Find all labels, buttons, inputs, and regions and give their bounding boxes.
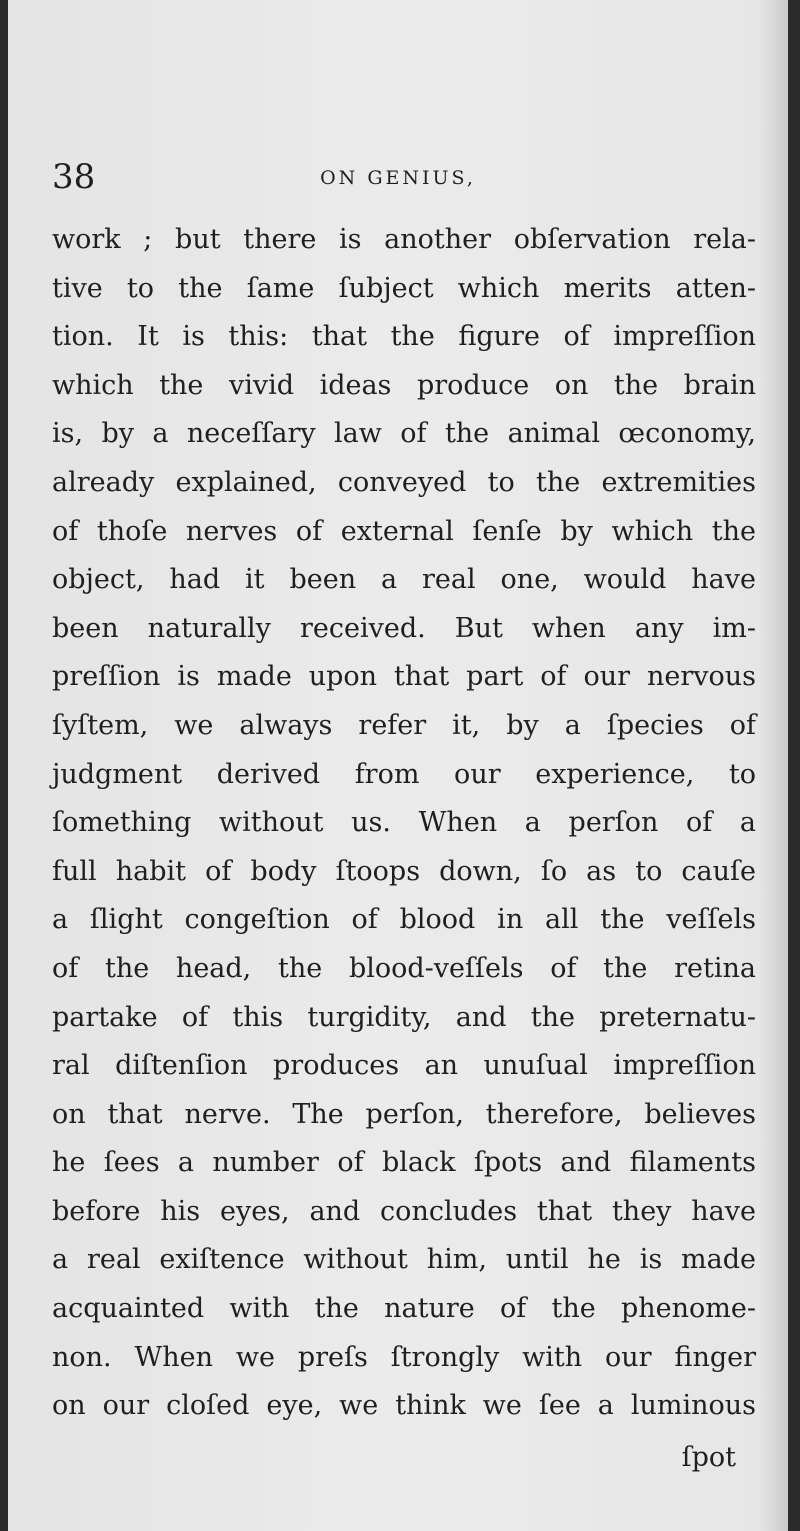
text-line: object, had it been a real one, would have	[52, 564, 756, 596]
text-line: ſomething without us. When a perſon of a	[52, 807, 756, 839]
text-line: tive to the ſame ſubject which merits atten-	[52, 272, 756, 304]
book-page	[8, 0, 788, 1531]
page-edge-shadow	[758, 0, 788, 1531]
text-line: ſyſtem, we always refer it, by a ſpecies of	[52, 709, 756, 741]
text-line: been naturally received. But when any im-	[52, 612, 756, 644]
text-line: he ſees a number of black ſpots and filaments	[52, 1147, 756, 1179]
text-line: on our cloſed eye, we think we ſee a luminous	[52, 1390, 756, 1422]
text-line: a real exiſtence without him, until he is made	[52, 1244, 756, 1276]
text-line: before his eyes, and concludes that they have	[52, 1195, 756, 1227]
text-line: already explained, conveyed to the extremities	[52, 466, 756, 498]
text-line: a ſlight congeſtion of blood in all the veſſels	[52, 904, 756, 936]
text-line: full habit of body ſtoops down, ſo as to cauſe	[52, 855, 756, 887]
text-line: judgment derived from our experience, to	[52, 758, 756, 790]
body-text	[52, 216, 756, 1431]
page-number: 38	[52, 157, 96, 197]
text-line: acquainted with the nature of the phenome-	[52, 1293, 756, 1325]
text-line: on that nerve. The perſon, therefore, believes	[52, 1098, 756, 1130]
text-line: ral diſtenſion produces an unuſual impreſſion	[52, 1050, 756, 1082]
text-line: which the vivid ideas produce on the brain	[52, 369, 756, 401]
text-line: tion. It is this: that the figure of impreſſion	[52, 321, 756, 353]
text-line: non. When we preſs ſtrongly with our finger	[52, 1341, 756, 1373]
text-line: partake of this turgidity, and the preternatu-	[52, 1001, 756, 1033]
catchword: ſpot	[681, 1442, 736, 1473]
text-line: preſſion is made upon that part of our nervous	[52, 661, 756, 693]
text-line: is, by a neceſſary law of the animal œconomy,	[52, 418, 756, 450]
text-line: of thoſe nerves of external ſenſe by which the	[52, 515, 756, 547]
text-line: of the head, the blood-veſſels of the retina	[52, 952, 756, 984]
running-head: ON GENIUS,	[320, 167, 476, 189]
text-line: work ; but there is another obſervation rela-	[52, 224, 756, 255]
